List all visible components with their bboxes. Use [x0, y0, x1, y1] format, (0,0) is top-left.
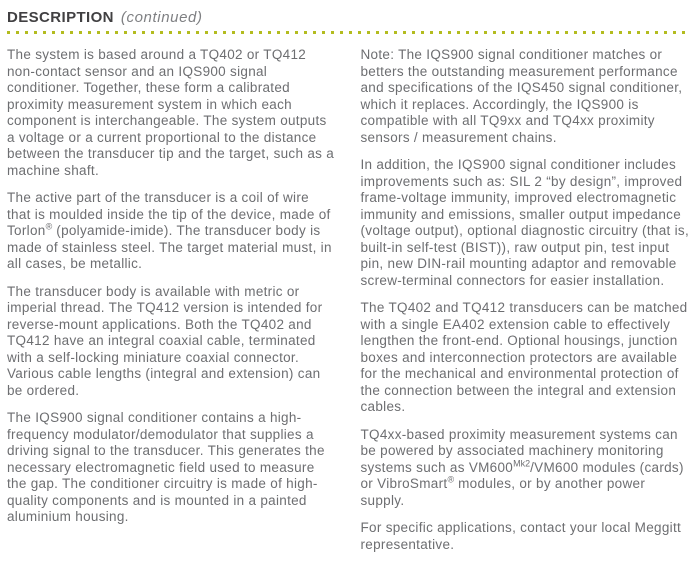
page-title: DESCRIPTION	[7, 9, 114, 26]
paragraph-text: The transducer body is available with metric or imperial thread. The TQ412 version is intended for reverse-mount applications. Both the TQ402 and TQ412 have an integral coaxial cable, terminated with a self-locking miniature coaxial connector. Various cable lengths (integral and extension) can be ordered.	[7, 283, 323, 398]
two-column-body	[7, 47, 690, 564]
paragraph-text: TQ4xx-based proximity measurement systems can be powered by associated machinery monitoring systems such as VM600	[360, 426, 678, 475]
superscript-text: Mk2	[513, 458, 531, 468]
paragraph-text: The TQ402 and TQ412 transducers can be matched with a single EA402 extension cable to effectively lengthen the front-end. Optional housings, junction boxes and interconnection protectors are available for the mechanical and environmental protection of the connection between the integral and extension cables.	[360, 300, 688, 414]
paragraph-text: The active part of the transducer is a coil of wire that is moulded inside the tip of the device, made of Torlon	[7, 190, 331, 238]
paragraph-text: The system is based around a TQ402 or TQ412 non-contact sensor and an IQS900 signal conditioner. Together, these form a calibrated proximity measurement system in which each component is interchangeable. The system outputs a voltage or a current proportional to the distance between the transducer tip and the target, such as a machine shaft.	[7, 47, 335, 178]
paragraph-text: (polyamide-imide). The transducer body is made of stainless steel. The target material must, in all cases, be metallic.	[7, 223, 332, 271]
right-column	[361, 47, 691, 564]
paragraph	[361, 157, 691, 289]
section-header	[7, 9, 690, 26]
paragraph-text: In addition, the IQS900 signal conditioner includes improvements such as: SIL 2 “by design”, improved frame-voltage immunity, improved electromagnetic immunity and emissions, smaller output impedance (voltage output), optional diagnostic circuitry (that is, built-in self-test (BIST)), raw output pin, test input pin, new DIN-rail mounting adaptor and removable screw-terminal connectors for easier installation.	[360, 157, 690, 288]
paragraph	[361, 47, 691, 146]
paragraph-text: /VM600 modules (cards) or VibroSmart	[360, 459, 684, 491]
paragraph	[361, 520, 691, 553]
dotted-divider	[7, 31, 689, 34]
paragraph-text: For specific applications, contact your local Meggitt representative.	[360, 520, 682, 552]
paragraph-text: Note: The IQS900 signal conditioner matches or betters the outstanding measurement performance and specifications of the IQS450 signal conditioner, which it replaces. Accordingly, the IQS900 is compatible with all TQ9xx and TQ4xx proximity sensors / measurement chains.	[360, 47, 683, 145]
paragraph	[7, 284, 337, 400]
superscript-text: ®	[45, 221, 53, 232]
paragraph-text: The IQS900 signal conditioner contains a high-frequency modulator/demodulator that supplies a driving signal to the transducer. This generates the necessary electromagnetic field used to measure the gap. The conditioner circuitry is made of high-quality components and is mounted in a painted aluminium housing.	[7, 410, 325, 524]
page-title-suffix: (continued)	[120, 9, 203, 26]
paragraph-text: modules, or by another power supply.	[360, 476, 646, 508]
paragraph	[7, 47, 337, 179]
left-column	[7, 47, 337, 564]
paragraph	[361, 427, 691, 510]
superscript-text: ®	[447, 474, 455, 485]
paragraph	[7, 190, 337, 273]
paragraph	[7, 410, 337, 526]
paragraph	[361, 300, 691, 416]
